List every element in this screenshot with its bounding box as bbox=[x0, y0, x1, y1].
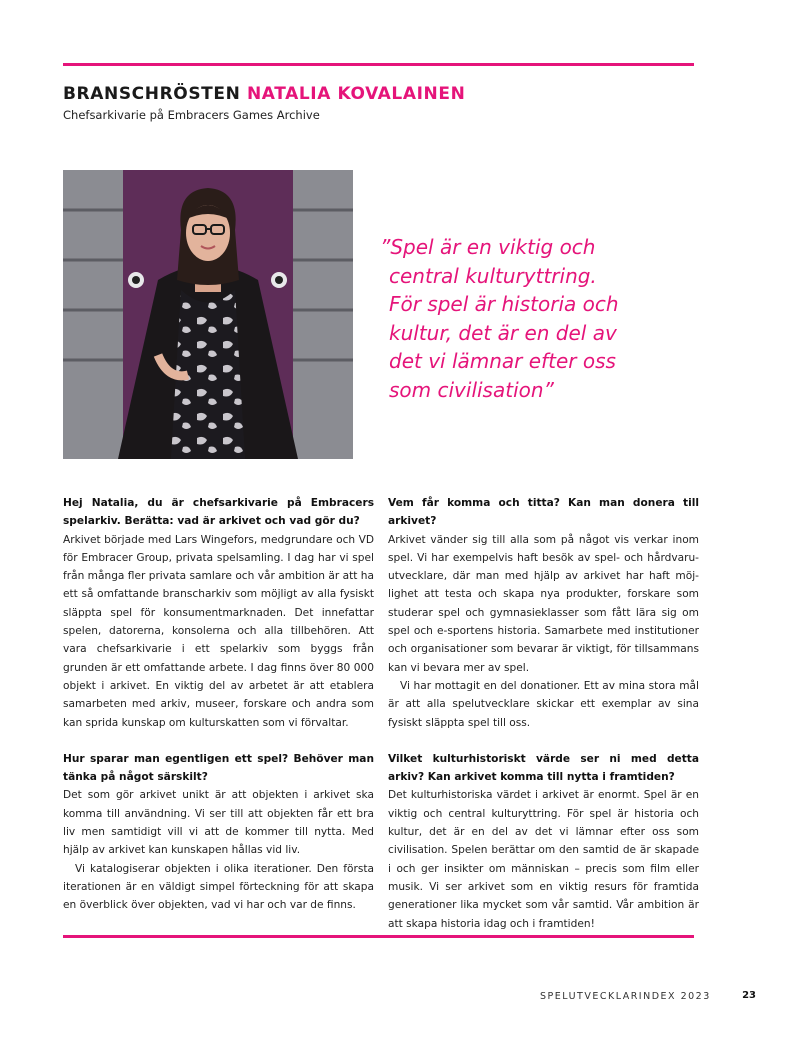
quote-line: som civilisation” bbox=[389, 377, 554, 402]
publication-name: SPELUTVECKLARINDEX 2023 bbox=[540, 991, 711, 1002]
bottom-rule bbox=[63, 935, 694, 938]
pull-quote bbox=[380, 233, 680, 404]
article-headline bbox=[63, 84, 465, 104]
interview-question: Vem får komma och titta? Kan man donera till arkivet? bbox=[388, 497, 699, 528]
person-name: NATALIA KOVALAINEN bbox=[246, 84, 466, 104]
quote-line: För spel är historia och bbox=[389, 292, 619, 316]
top-rule bbox=[63, 63, 694, 66]
interview-answer: Arkivet började med Lars Wingefors, medgrundare och VD för Embracer Group, privata spelsamling. I dag har vi spel från många fler privata samlare och vår ambition är att ha ett så omfattande branscharkiv som möjligt av alla fysiskt släppta spel för konsumentmarknaden. Det innefattar spelen, datorerna, konsolerna och alla tillbehören. Att vara chefsarkivarie i ett spelarkiv som byggs från grunden är ett omfattande arbete. I dag finns över 80 000 objekt i arkivet. En viktig del av arbetet är att etablera samarbeten med arkiv, museer, forskare och andra som kan sprida kunskap om kulturskatten som vi förvaltar. bbox=[63, 533, 374, 729]
interview-question: Hur sparar man egentligen ett spel? Behöver man tänka på något särskilt? bbox=[63, 752, 374, 784]
page-number: 23 bbox=[742, 990, 756, 1001]
interview-answer: Det som gör arkivet unikt är att objekten i arkivet ska komma till användning. Vi ser till att objekten får ett bra liv men samtidigt vill vi att de kommer till nytta. Med hjälp av arkivet kan kunskapen hållas vid liv. bbox=[63, 789, 374, 857]
interview-question: Vilket kulturhistoriskt värde ser ni med detta arkiv? Kan arkivet komma till nytta i framtiden? bbox=[388, 752, 699, 784]
interview-answer: Arkivet vänder sig till alla som på något vis verkar inom spel. Vi har exempelvis haft besök av spel- och hårdvaruutvecklare, där man med hjälp av arkivet har haft möjlighet att testa och skapa nya produkter, forskare som studerar spel och gymnasieklasser som fått lära sig om spel och e-sportens historia. Samarbete med institutioner och organisationer som bevarar är viktigt, för tillsammans kan vi bevara mer av spel. bbox=[388, 533, 699, 674]
section-label: BRANSCHRÖSTEN bbox=[63, 84, 241, 104]
quote-line: kultur, det är en del av bbox=[389, 320, 617, 345]
interview-answer: Vi har mottagit en del donationer. Ett av mina stora mål är att alla spelutvecklare skickar ett exemplar av sina fysiskt släppta spel till oss. bbox=[388, 679, 699, 729]
interview-question: Hej Natalia, du är chefsarkivarie på Embracers spelarkiv. Berätta: vad är arkivet och vad gör du? bbox=[63, 497, 374, 528]
person-title: Chefsarkivarie på Embracers Games Archive bbox=[63, 108, 320, 122]
interview-answer: Vi katalogiserar objekten i olika iterationer. Den första iterationen är en väldigt simpel förteckning för att skapa en överblick över objekten, vad vi har och var de finns. bbox=[63, 862, 374, 912]
quote-line: det vi lämnar efter oss bbox=[389, 349, 616, 373]
quote-line: central kulturyttring. bbox=[389, 263, 597, 288]
quote-line: ”Spel är en viktig och bbox=[380, 235, 596, 259]
portrait-photo bbox=[63, 170, 353, 459]
right-column bbox=[388, 494, 699, 933]
left-column bbox=[63, 494, 374, 915]
interview-answer: Det kulturhistoriska värdet i arkivet är enormt. Spel är en viktig och central kulturyttring. För spel är historia och kultur, det är en del av det vi lämnar efter oss som civilisation. Spelen berättar om den samtid de är skapade i och ger insikter om människan – precis som film eller musik. Vi ser arkivet som en viktig resurs för framtida generationer lika mycket som vår samtid. Vår ambition är att skapa historia idag och i framtiden! bbox=[388, 789, 699, 930]
